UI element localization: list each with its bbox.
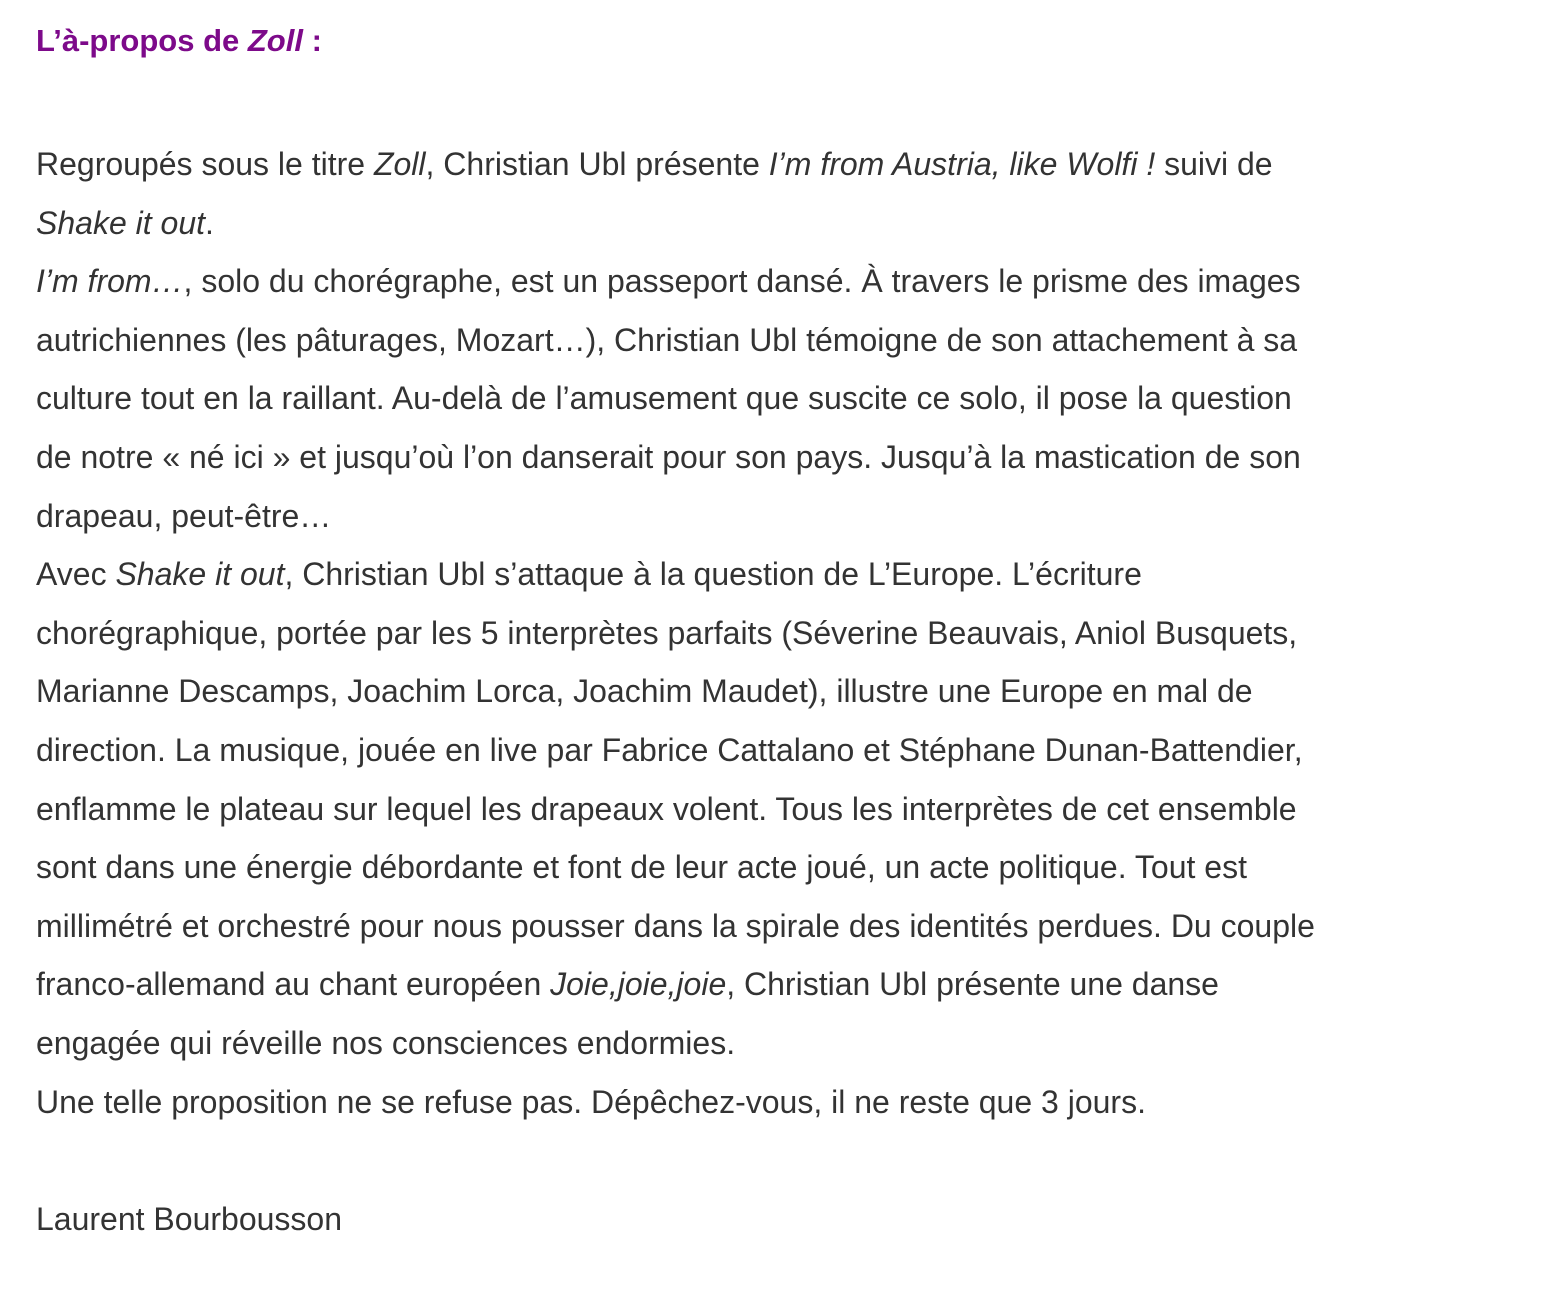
text-line (36, 135, 1476, 194)
text-run: Regroupés sous le titre (36, 146, 374, 182)
text-line (36, 1073, 1476, 1132)
text-run: franco-allemand au chant européen (36, 966, 551, 1003)
text-line (36, 955, 1476, 1014)
text-line (36, 604, 1476, 663)
heading-prefix: L’à-propos de (36, 23, 248, 58)
text-run: , Christian Ubl présente une danse (726, 966, 1219, 1003)
text-run: sont dans une énergie débordante et font de leur acte joué, un acte politique. Tout est (36, 849, 1247, 886)
text-run: , Christian Ubl présente (425, 146, 769, 182)
author-signature: Laurent Bourbousson (36, 1200, 342, 1237)
article (36, 20, 1476, 1248)
text-run: chorégraphique, portée par les 5 interprètes parfaits (Séverine Beauvais, Aniol Busquets, (36, 614, 1298, 651)
text-line (36, 311, 1476, 370)
text-line (36, 369, 1476, 428)
text-run: autrichiennes (les pâturages, Mozart…), Christian Ubl témoigne de son attachement à sa (36, 321, 1298, 358)
article-body (36, 135, 1476, 1131)
heading-title-italic: Zoll (247, 23, 303, 58)
text-run: millimétré et orchestré pour nous pousser dans la spirale des identités perdues. Du couple (36, 907, 1315, 944)
text-line (36, 780, 1476, 839)
text-line (36, 897, 1476, 956)
text-run: Une telle proposition ne se refuse pas. Dépêchez-vous, il ne reste que 3 jours. (36, 1083, 1146, 1120)
text-line (36, 428, 1476, 487)
text-run: direction. La musique, jouée en live par Fabrice Cattalano et Stéphane Dunan-Battendier, (36, 731, 1303, 768)
text-line (36, 1014, 1476, 1073)
text-line (36, 487, 1476, 546)
text-run: enflamme le plateau sur lequel les drapeaux volent. Tous les interprètes de cet ensemble (36, 790, 1297, 827)
text-run: suivi de (1155, 146, 1273, 182)
italic-title: Shake it out (36, 204, 205, 241)
text-run: , solo du chorégraphe, est un passeport dansé. À travers le prisme des images (183, 263, 1301, 300)
text-run: , Christian Ubl s’attaque à la question de L’Europe. L’écriture (284, 556, 1142, 593)
italic-title: Joie,joie,joie (550, 966, 727, 1003)
text-line (36, 545, 1476, 604)
text-run: de notre « né ici » et jusqu’où l’on danserait pour son pays. Jusqu’à la mastication de son (36, 438, 1301, 475)
italic-title: Zoll (373, 146, 426, 182)
heading-suffix: : (302, 23, 322, 58)
text-run: engagée qui réveille nos consciences endormies. (36, 1024, 736, 1061)
section-heading (36, 20, 1476, 62)
text-line (36, 252, 1476, 311)
text-run: Marianne Descamps, Joachim Lorca, Joachim Maudet), illustre une Europe en mal de (36, 673, 1253, 710)
italic-title: I’m from… (36, 263, 184, 300)
italic-title: I’m from Austria, like Wolfi ! (768, 146, 1156, 182)
text-run: drapeau, peut-être… (36, 497, 332, 534)
text-line (36, 721, 1476, 780)
text-run: culture tout en la raillant. Au-delà de l’amusement que suscite ce solo, il pose la question (36, 380, 1292, 417)
text-line (36, 838, 1476, 897)
text-run: . (205, 204, 214, 241)
text-run: Avec (36, 556, 116, 593)
text-line (36, 194, 1476, 253)
text-line (36, 662, 1476, 721)
italic-title: Shake it out (115, 556, 285, 593)
